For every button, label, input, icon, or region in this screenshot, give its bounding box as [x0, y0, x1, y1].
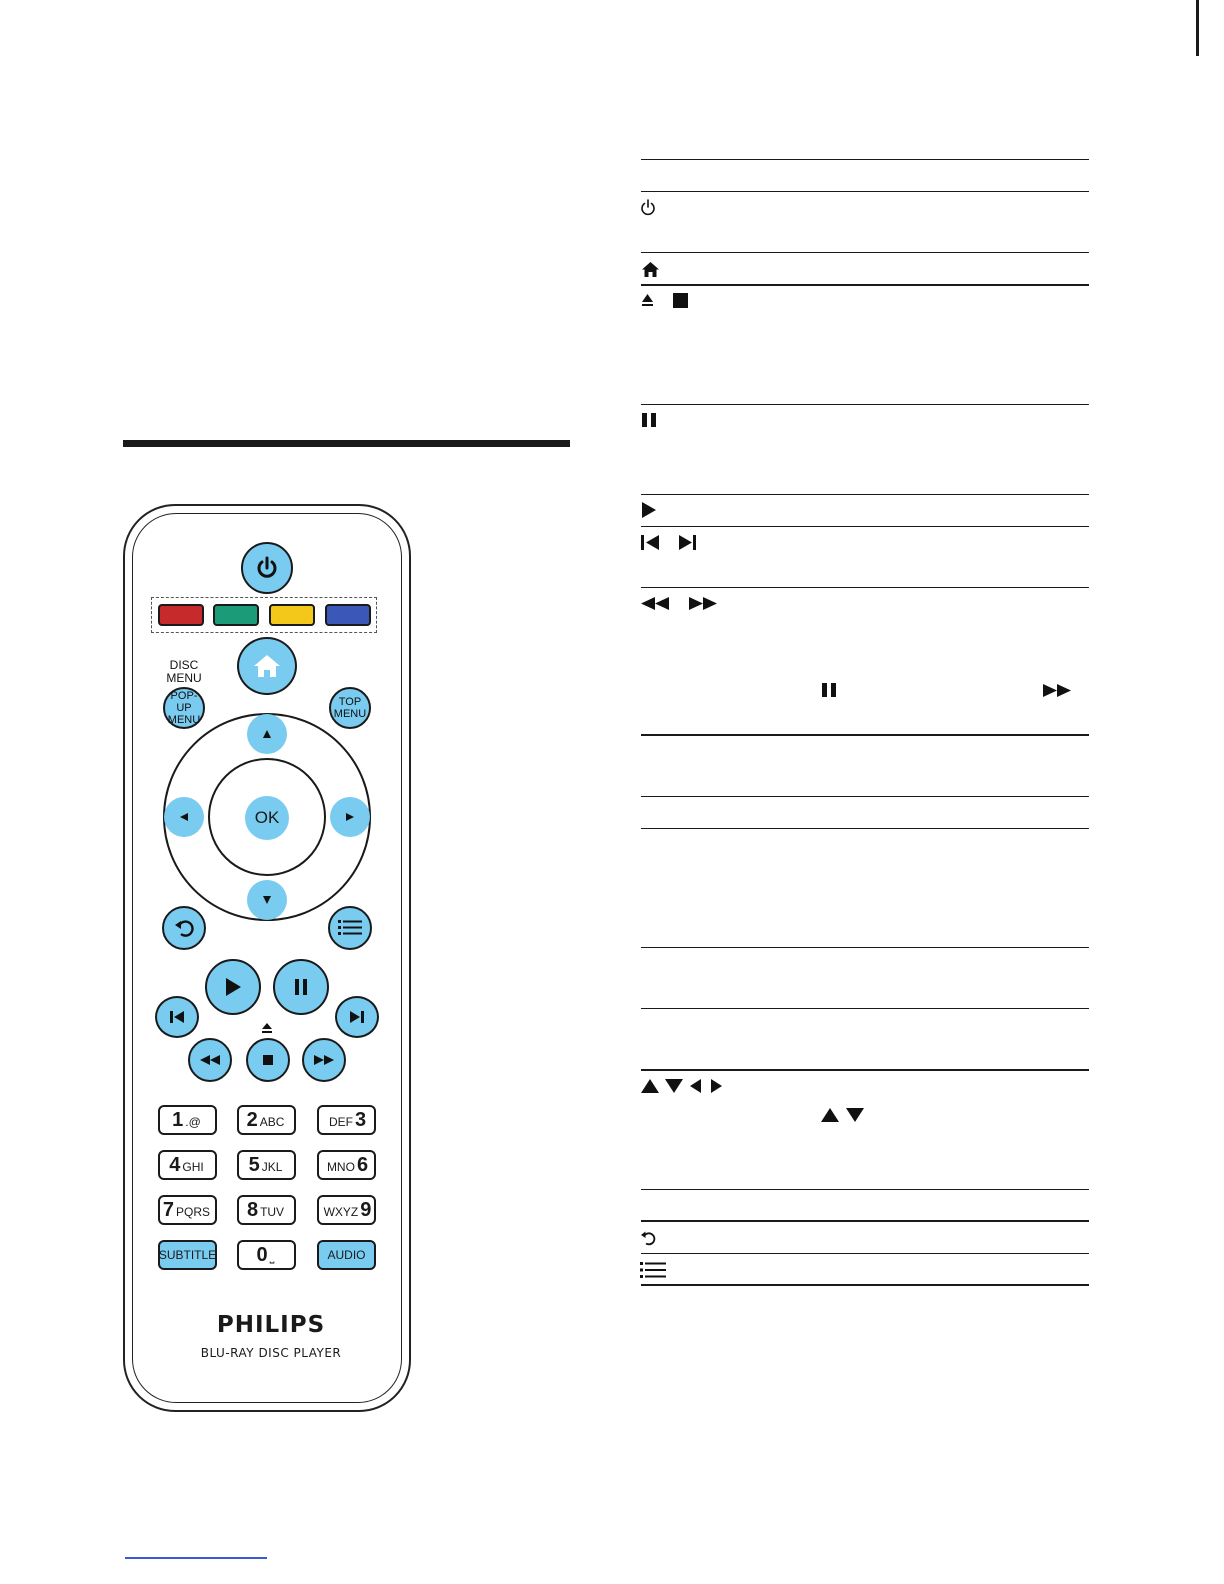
key-letters: ABC [259, 1115, 285, 1129]
green-key[interactable] [213, 604, 259, 626]
key-9[interactable] [317, 1195, 376, 1225]
page-edge-bar [1196, 0, 1199, 56]
table-rule [641, 1069, 1089, 1071]
back-icon [640, 1229, 656, 1246]
key-letters: MNO [326, 1160, 355, 1174]
pause-button[interactable] [273, 959, 329, 1015]
key-digit: 3 [354, 1109, 367, 1131]
up-arrow-icon [262, 729, 272, 739]
yellow-key[interactable] [269, 604, 315, 626]
power-icon [254, 555, 280, 581]
rewind-icon [640, 596, 670, 611]
fast-forward-button[interactable] [302, 1038, 346, 1082]
key-digit: 4 [169, 1154, 181, 1176]
table-rule [641, 828, 1089, 829]
table-rule [641, 191, 1089, 192]
table-rule [641, 526, 1089, 527]
fast-forward-icon [1042, 683, 1072, 698]
ok-button[interactable] [245, 796, 289, 840]
key-letters: DEF [328, 1115, 353, 1129]
next-icon [349, 1010, 365, 1024]
table-rule [641, 1220, 1089, 1222]
key-letters: .@ [185, 1115, 201, 1129]
key-8[interactable] [237, 1195, 296, 1225]
table-rule [641, 1253, 1089, 1254]
table-rule [641, 494, 1089, 495]
key-digit: 1 [172, 1109, 184, 1131]
top-menu-label: TOP MENU [333, 696, 367, 720]
key-digit: 6 [356, 1154, 369, 1176]
eject-icon [261, 1022, 273, 1034]
back-icon [173, 917, 195, 939]
right-arrow-icon [345, 812, 355, 822]
home-button[interactable] [237, 637, 297, 695]
product-tagline: BLU-RAY DISC PLAYER [200, 1346, 342, 1360]
eject-icon [641, 292, 654, 308]
remote-control-illustration [0, 0, 600, 1584]
key-digit: 5 [248, 1154, 260, 1176]
blue-key[interactable] [325, 604, 371, 626]
table-rule [641, 947, 1089, 948]
key-0[interactable] [237, 1240, 296, 1270]
key-2[interactable] [237, 1105, 296, 1135]
home-icon [253, 653, 281, 679]
table-rule [641, 284, 1089, 286]
popup-menu-label: POP-UP MENU [167, 690, 201, 726]
next-icon [678, 534, 698, 551]
table-rule [641, 252, 1089, 253]
right-button[interactable] [330, 797, 370, 837]
pause-icon [641, 412, 657, 428]
key-letters: WXYZ [323, 1205, 359, 1219]
key-digit: 7 [162, 1199, 175, 1221]
table-rule [641, 734, 1089, 736]
red-key[interactable] [158, 604, 204, 626]
previous-button[interactable] [155, 996, 199, 1038]
key-4[interactable] [158, 1150, 217, 1180]
down-arrow-icon [262, 895, 272, 905]
audio-label: AUDIO [327, 1248, 366, 1262]
rewind-icon [199, 1054, 221, 1066]
stop-icon [673, 293, 688, 308]
table-rule [641, 404, 1089, 405]
options-list-icon [640, 1261, 666, 1279]
table-rule [641, 587, 1089, 588]
fast-forward-icon [313, 1054, 335, 1066]
play-icon [224, 977, 242, 997]
table-rule [641, 796, 1089, 797]
key-letters: GHI [182, 1160, 204, 1174]
key-digit: 8 [246, 1199, 259, 1221]
power-icon [640, 199, 656, 216]
back-button[interactable] [162, 906, 206, 950]
left-arrow-icon [179, 812, 189, 822]
rewind-button[interactable] [188, 1038, 232, 1082]
down-button[interactable] [247, 880, 287, 920]
previous-icon [169, 1010, 185, 1024]
key-digit: 9 [360, 1199, 372, 1221]
left-button[interactable] [164, 797, 204, 837]
key-letters: JKL [261, 1160, 283, 1174]
audio-button[interactable] [317, 1240, 376, 1270]
subtitle-button[interactable] [158, 1240, 217, 1270]
brand-logo: PHILIPS [216, 1312, 326, 1338]
key-3[interactable] [317, 1105, 376, 1135]
disc-menu-label: DISC MENU [166, 658, 202, 685]
navigation-arrows-icon [640, 1078, 728, 1094]
popup-menu-button[interactable] [163, 687, 205, 729]
subtitle-label: SUBTITLE [158, 1248, 217, 1262]
key-letters: PQRS [176, 1205, 211, 1219]
key-7[interactable] [158, 1195, 217, 1225]
pause-icon [294, 978, 308, 996]
home-icon [641, 261, 660, 278]
top-menu-button[interactable] [329, 687, 371, 729]
power-button[interactable] [241, 542, 293, 594]
up-button[interactable] [247, 714, 287, 754]
options-list-icon [338, 919, 362, 937]
fast-forward-icon [688, 596, 718, 611]
play-icon [641, 502, 657, 518]
options-button[interactable] [328, 906, 372, 950]
play-button[interactable] [205, 959, 261, 1015]
table-rule [641, 1284, 1089, 1286]
key-5[interactable] [237, 1150, 296, 1180]
up-down-arrows-icon [820, 1107, 866, 1123]
pause-icon [821, 682, 837, 698]
table-rule [641, 1008, 1089, 1009]
key-letters: ⎵ [269, 1250, 275, 1264]
key-6[interactable] [317, 1150, 376, 1180]
stop-icon [262, 1054, 274, 1066]
stop-button[interactable] [246, 1038, 290, 1082]
key-digit: 0 [256, 1244, 268, 1266]
key-digit: 2 [246, 1109, 258, 1131]
key-letters: TUV [260, 1205, 285, 1219]
ok-label: OK [254, 808, 280, 827]
table-rule [641, 1189, 1089, 1190]
next-button[interactable] [335, 996, 379, 1038]
table-rule [641, 159, 1089, 160]
previous-icon [640, 534, 660, 551]
key-1[interactable] [158, 1105, 217, 1135]
